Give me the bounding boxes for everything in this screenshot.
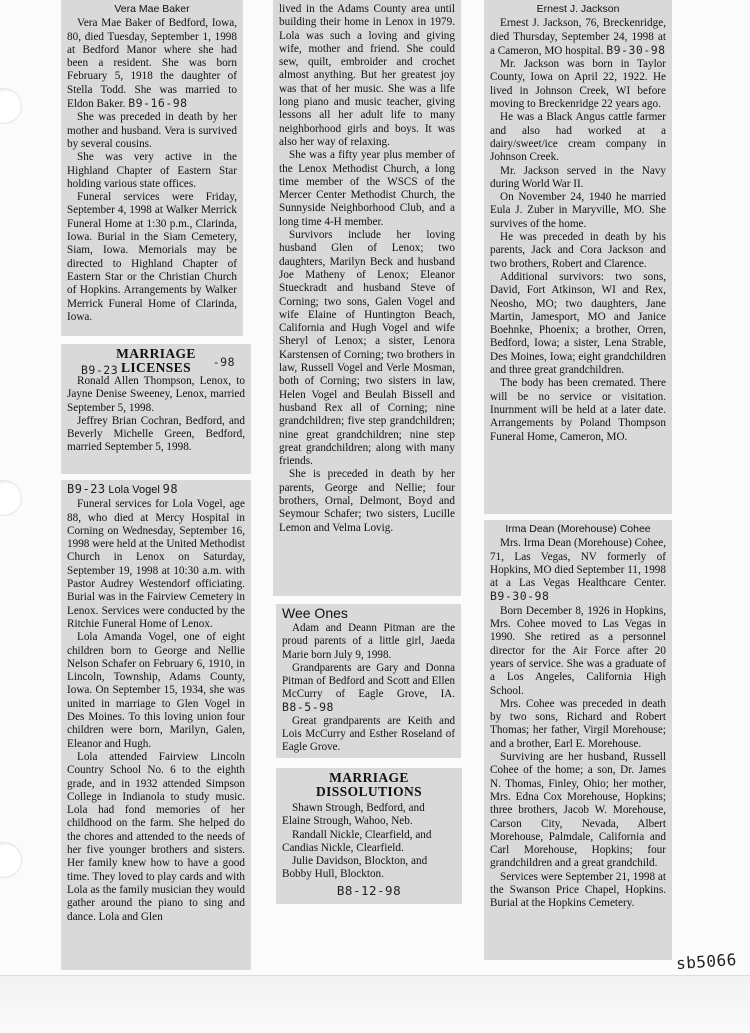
punch-hole: [0, 88, 22, 124]
obituary-paragraph: On November 24, 1940 he married Eula J. Zuber in Maryville, MO. She survives of the home.: [490, 191, 666, 230]
obituary-paragraph: Mrs. Cohee was preceded in death by two sons, Richard and Robert Thomas; her father, Virgil Morehouse; and a brother, Earl E. Morehouse.: [490, 697, 666, 750]
obituary-paragraph: Funeral services for Lola Vogel, age 88, who died at Mercy Hospital in Corning on Wednesday, September 16, 1998 were held at the United Methodist Church in Lenox on Saturday, September 19, 1998 at 10:30 a.m. with Pastor Audrey Westendorf officiating. Burial was in the Fairview Cemetery in Lenox. Services were conducted by the Ritchie Funeral Home of Lenox.: [67, 498, 245, 630]
obituary-paragraph: She is preceded in death by her parents, George and Nellie; four brothers, Ornal, Delmont, Boyd and Seymour Schafer; two sisters, Lucille Lemon and Velma Lovig.: [279, 468, 455, 534]
marriage-licenses-clipping: [61, 344, 251, 474]
obituary-paragraph: Mr. Jackson served in the Navy during World War II.: [490, 164, 666, 190]
dissolution-entry: Randall Nickle, Clearfield, and Candias Nickle, Clearfield.: [282, 828, 432, 854]
handwritten-date: B9-23: [81, 363, 119, 377]
birth-announcement: Adam and Deann Pitman are the proud parents of a little girl, Jaeda Marie born July 9, 1998.: [282, 622, 455, 661]
dissolution-entry: Julie Davidson, Blockton, and Bobby Hull, Blockton.: [282, 855, 428, 881]
obituary-title-line: [67, 483, 245, 497]
obituary-paragraph: Mrs. Irma Dean (Morehouse) Cohee, 71, Las Vegas, NV formerly of Hopkins, MO died September 11, 1998 at a Las Vegas Healthcare Center. B9-30-98: [490, 537, 666, 604]
obituary-baker-clipping: [61, 0, 243, 336]
archive-number: sb5066: [675, 949, 738, 974]
section-title: B9-23 LICENSES -98: [81, 355, 235, 377]
scan-background: [0, 975, 750, 1033]
license-entry: Ronald Allen Thompson, Lenox, to Jayne Denise Sweeney, Lenox, married September 5, 1998.: [67, 375, 245, 414]
handwritten-date: B9-23: [67, 482, 106, 496]
obituary-paragraph: He was preceded in death by his parents, Jack and Cora Jackson and two brothers, Robert and Clarence.: [490, 231, 666, 270]
obituary-paragraph: She was very active in the Highland Chapter of Eastern Star holding various state offices.: [67, 151, 237, 190]
obituary-paragraph: She was a fifty year plus member of the Lenox Methodist Church, a long time member of the WSCS of the Mercer Center Methodist Church, the Sunnyside Neighborhood Club, and a long time 4-H member.: [279, 149, 455, 228]
obituary-paragraph: He was a Black Angus cattle farmer and also had worked at a dairy/sweet/ice cream company in Johnson Creek.: [490, 111, 666, 164]
obituary-paragraph: Lola attended Fairview Lincoln Country School No. 6 to the eighth grade, and in 1932 attended Simpson College in Indianola to study music. Lola had fond memories of her childhood on the farm. She helped do the chores and attended to the needs of her five younger brothers and sisters. Her family knew how to have a good time. They loved to play cards and with Lola as the family musician they would gather around the piano to sing and dance. Lola and Glen: [67, 750, 245, 923]
obituary-paragraph: Additional survivors: two sons, David, Fort Atkinson, WI and Rex, Neosho, MO; two daughters, Jane Martin, Jamesport, MO and Janice Boehnke, Phoenix; a brother, Orren, Bedford, Iowa; a sister, Lena Strable, Des Moines, Iowa; eight grandchildren and three great grandchildren.: [490, 270, 666, 377]
obituary-paragraph: She was preceded in death by her mother and husband. Vera is survived by several cousins.: [67, 111, 237, 150]
obituary-title: Lola Vogel: [108, 484, 160, 496]
section-title: Wee Ones: [282, 605, 348, 621]
marriage-dissolutions-clipping: [276, 768, 462, 904]
section-title: MARRIAGE: [329, 770, 409, 785]
obituary-paragraph: Services were September 21, 1998 at the Swanson Price Chapel, Hopkins. Burial at the Hopkins Cemetery.: [490, 870, 666, 910]
obituary-paragraph: lived in the Adams County area until building their home in Lenox in 1979. Lola was such a loving and giving wife, mother and friend. She could sew, quilt, embroider and crochet almost anything. But her greatest joy was that of her music. She was a life long piano and music teacher, giving lessons all her adult life to many neighborhood girls and boys. It was also her way of relaxing.: [279, 3, 455, 148]
obituary-title: Irma Dean (Morehouse) Cohee: [505, 523, 651, 535]
handwritten-date: 98: [162, 482, 179, 496]
birth-announcement: Grandparents are Gary and Donna Pitman of Bedford and Scott and Ellen McCurry of Eagle Grove, IA. B8-5-98: [282, 661, 455, 715]
obituary-paragraph: The body has been cremated. There will be no service or visitation. Inurnment will be held at a later date. Arrangements by Poland Thompson Funeral Home, Cameron, MO.: [490, 377, 666, 443]
obituary-vogel-clipping: [61, 480, 251, 970]
license-entry: Jeffrey Brian Cochran, Bedford, and Beverly Michelle Green, Bedford, married September 5, 1998.: [67, 414, 245, 454]
handwritten-date: B9-16-98: [128, 96, 188, 111]
dissolution-entry: Shawn Strough, Bedford, and Elaine Strough, Wahoo, Neb.: [282, 802, 425, 828]
obituary-paragraph: Ernest J. Jackson, 76, Breckenridge, died Thursday, September 24, 1998 at a Cameron, MO hospital. B9-30-98: [490, 17, 666, 57]
obituary-title: Ernest J. Jackson: [536, 3, 620, 15]
obituary-paragraph: Born December 8, 1926 in Hopkins, Mrs. Cohee moved to Las Vegas in 1990. She retired as a personnel director for the Air Force after 20 years of service. She was a graduate of a Los Angeles, California High School.: [490, 604, 666, 697]
section-title: MARRIAGE: [116, 346, 196, 361]
birth-announcement: Great grandparents are Keith and Lois McCurry and Esther Roseland of Eagle Grove.: [282, 715, 455, 754]
punch-hole: [0, 842, 22, 878]
obituary-paragraph: Surviving are her husband, Russell Cohee of the home; a son, Dr. James N. Thomas, Finley, Ohio; her mother, Mrs. Edna Cox Morehouse, Hopkins; three brothers, Jacob W. Morehouse, Carson City, Nevada, Albert Morehouse, Palmdale, California and Carl Morehouse, Hopkins; four grandchildren and a great grandchild.: [490, 751, 666, 870]
obituary-title: Vera Mae Baker: [114, 3, 190, 15]
handwritten-date: B8-5-98: [282, 700, 334, 715]
handwritten-date-line: [282, 884, 456, 899]
obituary-paragraph: Funeral services were Friday, September 4, 1998 at Walker Merrick Funeral Home at 1:30 p.m., Clarinda, Iowa. Burial in the Siam Cemetery, Siam, Iowa. Memorials may be directed to Highland Chapter of Eastern Star or the Christian Church of Hopkins. Arrangements by Walker Merrick Funeral Home of Clarinda, Iowa.: [67, 191, 237, 323]
section-title: DISSOLUTIONS: [315, 784, 423, 799]
obituary-paragraph: Mr. Jackson was born in Taylor County, Iowa on April 22, 1922. He lived in Johnson Creek, WI before moving to Breckenridge 22 years ago.: [490, 58, 666, 111]
obituary-paragraph: Survivors include her loving husband Glen of Lenox; two daughters, Marilyn Beck and husband Joe Matheny of Lenox; Eleanor Stueckradt and husband Steve of Corning; two sons, Galen Vogel and wife Elaine of Huntington Beach, California and Hugh Vogel and wife Sheryl of Lenox; a sister, Lenora Karstensen of Corning; two brothers in law, Russell Vogel and Verle Mosman, both of Corning; two sisters in law, Helen Vogel and Beulah Bissell and husband Rex all of Corning; nine grandchildren; five step grandchildren; nine great grandchildren; nine step great grandchildren; along with many friends.: [279, 229, 455, 468]
handwritten-date: B9-30-98: [606, 42, 666, 57]
handwritten-date: -98: [212, 355, 235, 369]
handwritten-date: B8-12-98: [336, 882, 402, 898]
handwritten-date: B9-30-98: [490, 589, 550, 604]
punch-hole: [0, 480, 22, 516]
wee-ones-clipping: [276, 604, 461, 758]
obituary-paragraph: Vera Mae Baker of Bedford, Iowa, 80, died Tuesday, September 1, 1998 at Bedford Manor where she had been a resident. She was born February 5, 1918 the daughter of Stella Todd. She was married to Eldon Baker. B9-16-98: [67, 17, 237, 111]
obituary-jackson-clipping: [484, 0, 672, 514]
obituary-vogel-continued-clipping: [273, 0, 461, 596]
obituary-paragraph: Lola Amanda Vogel, one of eight children born to George and Nellie Nelson Schafer on February 6, 1910, in Lincoln, Township, Adams County, Iowa. On September 15, 1934, she was united in marriage to Glen Vogel in Des Moines. To this loving union four children were born, Marilyn, Galen, Eleanor and Hugh.: [67, 631, 245, 750]
obituary-cohee-clipping: [484, 520, 672, 960]
